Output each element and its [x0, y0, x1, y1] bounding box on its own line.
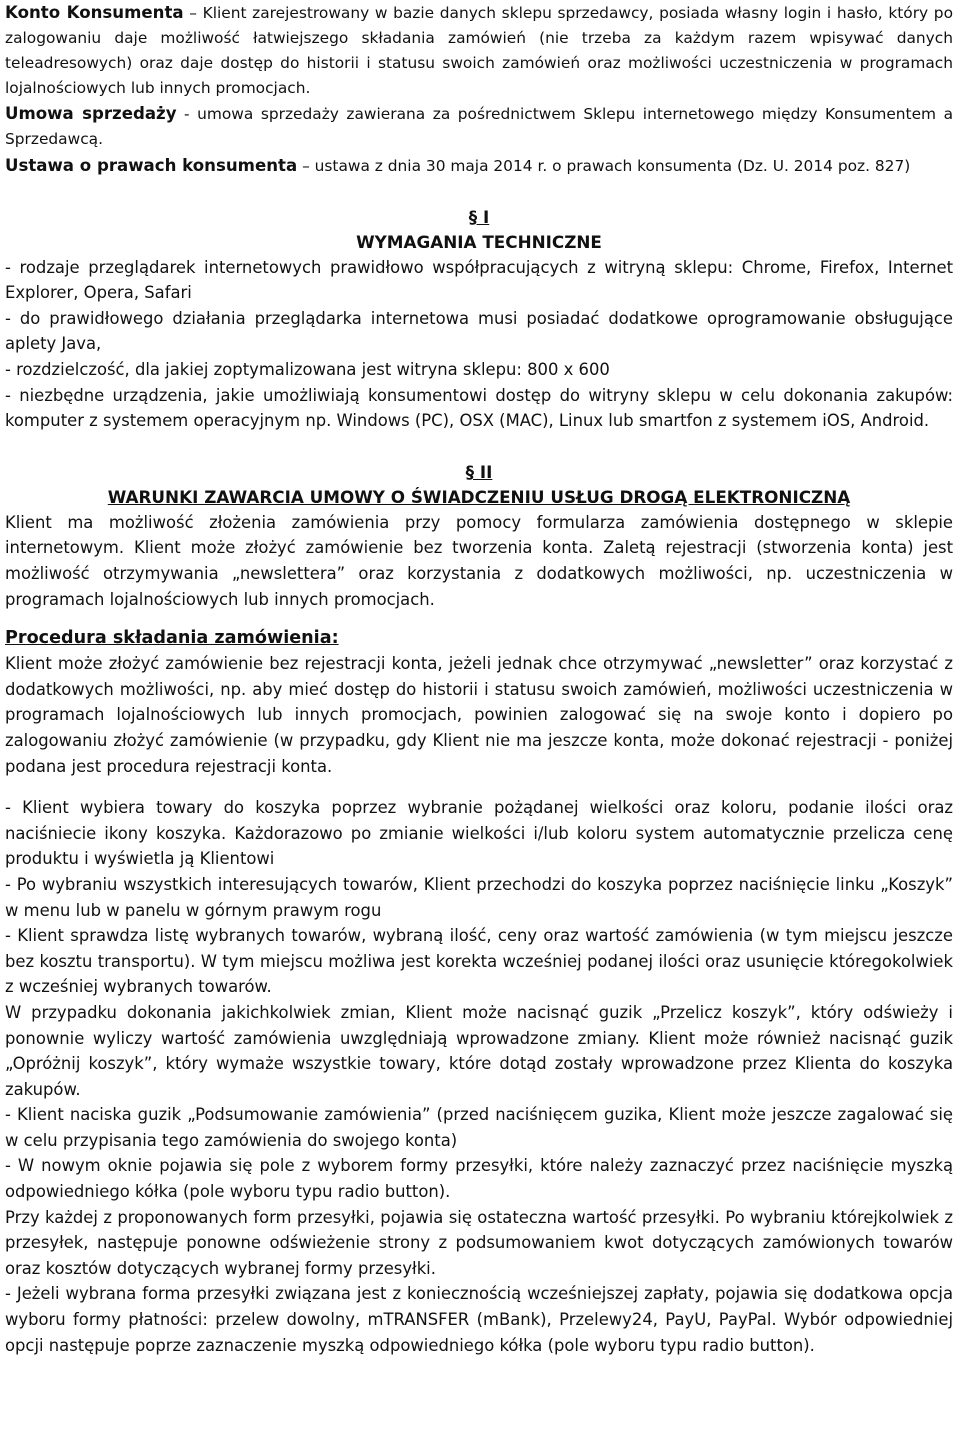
procedure-step: W przypadku dokonania jakichkolwiek zmian, Klient może nacisnąć guzik „Przelicz koszyk”, który odświeży i ponownie wyliczy wartość zamówienia uwzględniają wprowadzone zmiany. Klient może również nacisnąć guzik „Opróżnij koszyk”, który wymaże wszystkie towary, które dotąd zostały wprowadzone przez Klienta do koszyka zakupów.: [5, 1002, 953, 1099]
document-page: [5, 0, 953, 1358]
section-2: [5, 460, 953, 612]
definition-ustawa: [5, 153, 953, 179]
definition-konto-konsumenta: [5, 0, 953, 101]
definitions-block: [5, 0, 953, 179]
procedure-step: - Po wybraniu wszystkich interesujących towarów, Klient przechodzi do koszyka poprzez naciśnięcie linku „Koszyk” w menu lub w panelu w górnym prawym rogu: [5, 874, 953, 920]
section-1: [5, 205, 953, 434]
definition-umowa-sprzedazy: [5, 101, 953, 152]
definition-term: Umowa sprzedaży: [5, 104, 177, 124]
procedure-step: - W nowym oknie pojawia się pole z wyborem formy przesyłki, które należy zaznaczyć przez naciśnięcie myszką odpowiedniego kółka (pole wyboru typu radio button).: [5, 1156, 953, 1202]
procedure-step: Przy każdej z proponowanych form przesyłki, pojawia się ostateczna wartość przesyłki. Po wybraniu którejkolwiek z przesyłek, następuje ponowne odświeżenie strony z podsumowaniem kwot dotyczących zamówionych towarów oraz kosztów dotyczących wybranej formy przesyłki.: [5, 1207, 953, 1278]
procedure-intro: Klient może złożyć zamówienie bez rejestracji konta, jeżeli jednak chce otrzymywać „newsletter” oraz korzystać z dodatkowych możliwości, np. aby mieć dostęp do historii i statusu swoich zamówień, możliwości uczestniczenia w programach lojalnościowych lub innych promocjach, powinien zalogować się na swoje konto i dopiero po zalogowaniu złożyć zamówienie (w przypadku, gdy Klient nie ma jeszcze konta, może dokonać rejestracji - poniżej podana jest procedura rejestracji konta.: [5, 654, 953, 776]
procedure-section: [5, 626, 953, 1358]
definition-term: Konto Konsumenta: [5, 3, 184, 22]
section-2-title: WARUNKI ZAWARCIA UMOWY O ŚWIADCZENIU USŁUG DROGĄ ELEKTRONICZNĄ: [107, 486, 851, 507]
section-1-paragraph: - rozdzielczość, dla jakiej zoptymalizowana jest witryna sklepu: 800 x 600: [5, 360, 610, 380]
section-1-paragraph: - do prawidłowego działania przeglądarka internetowa musi posiadać dodatkowe oprogramowanie obsługujące aplety Java,: [5, 308, 953, 354]
definition-term: Ustawa o prawach konsumenta: [5, 155, 298, 175]
procedure-step: - Klient sprawdza listę wybranych towarów, wybraną ilość, ceny oraz wartość zamówienia (w tym miejscu jeszcze bez kosztu transportu). W tym miejscu możliwa jest korekta wcześniej podanej ilości oraz usunięcie któregokolwiek z wcześniej wybranych towarów.: [5, 926, 953, 997]
procedure-step: - Klient wybiera towary do koszyka poprzez wybranie pożądanej wielkości oraz koloru, podanie ilości oraz naciśniecie ikony koszyka. Każdorazowo po zmianie wielkości i/lub koloru system automatycznie przelicza cenę produktu i wyświetla ją Klientowi: [5, 798, 953, 869]
section-1-paragraph: - rodzaje przeglądarek internetowych prawidłowo współpracujących z witryną sklepu: Chrome, Firefox, Internet Explorer, Opera, Safari: [5, 257, 953, 303]
section-1-number: § I: [468, 206, 490, 227]
definition-text: – Klient zarejestrowany w bazie danych sklepu sprzedawcy, posiada własny login i hasło, który po zalogowaniu daje możliwość łatwiejszego składania zamówień (nie trzeba za każdym razem wpisywać danych teleadresowych) oraz daje dostęp do historii i statusu swoich zamówień oraz możliwości uczestniczenia w programach lojalnościowych lub innych promocjach.: [5, 4, 953, 98]
procedure-heading: Procedura składania zamówienia:: [5, 628, 339, 649]
procedure-step: - Jeżeli wybrana forma przesyłki związana jest z koniecznością wcześniejszej zapłaty, pojawia się dodatkowa opcja wyboru formy płatności: przelew dowolny, mTRANSFER (mBank), Przelewy24, PayU, PayPal. Wybór odpowiedniej opcji następuje poprze zaznaczenie myszką odpowiedniego kółka (pole wyboru typu radio button).: [5, 1284, 953, 1355]
definition-text: - umowa sprzedaży zawierana za pośrednictwem Sklepu internetowego między Konsumentem a Sprzedawcą.: [5, 105, 954, 149]
section-2-number: § II: [465, 461, 493, 482]
section-2-paragraph: Klient ma możliwość złożenia zamówienia przy pomocy formularza zamówienia dostępnego w sklepie internetowym. Klient może złożyć zamówienie bez tworzenia konta. Zaletą rejestracji (stworzenia konta) jest możliwość otrzymywania „newslettera” oraz korzystania z dodatkowych możliwości, np. uczestniczenia w programach lojalnościowych lub innych promocjach.: [5, 512, 953, 609]
definition-text: – ustawa z dnia 30 maja 2014 r. o prawach konsumenta (Dz. U. 2014 poz. 827): [297, 156, 911, 175]
section-1-title: WYMAGANIA TECHNICZNE: [356, 231, 602, 252]
procedure-step: - Klient naciska guzik „Podsumowanie zamówienia” (przed naciśnięcem guzika, Klient może jeszcze zagalować się w celu przypisania tego zamówienia do swojego konta): [5, 1105, 953, 1150]
section-1-paragraph: - niezbędne urządzenia, jakie umożliwiają konsumentowi dostęp do witryny sklepu w celu dokonania zakupów: komputer z systemem operacyjnym np. Windows (PC), OSX (MAC), Linux lub smartfon z systemem iOS, Android.: [5, 385, 953, 431]
